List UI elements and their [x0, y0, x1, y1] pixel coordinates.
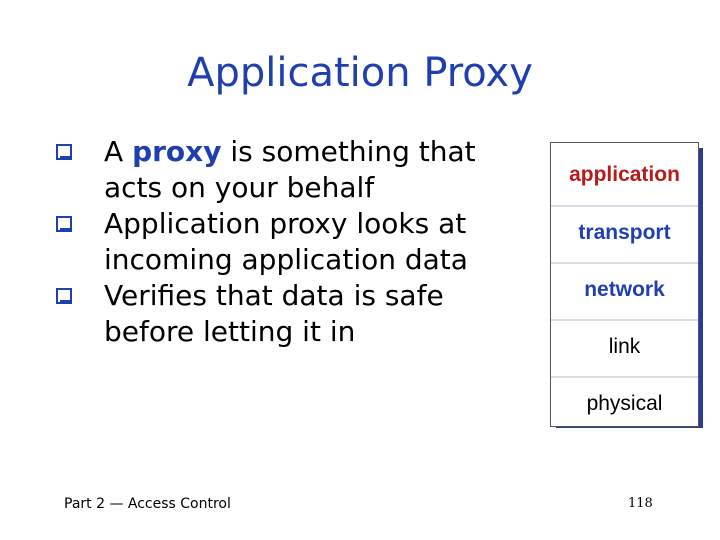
bullet-text: Application proxy looks at incoming application data [104, 207, 468, 276]
bullet-text: Verifies that data is safe before letting it in [104, 279, 444, 348]
checkbox-bullet-icon [56, 288, 72, 304]
bullet-item [56, 134, 516, 206]
layer-transport: transport [578, 221, 671, 244]
bullet-item [56, 206, 516, 278]
footer-text: Part 2 — Access Control [64, 496, 231, 512]
bullet-list [56, 134, 516, 350]
slide-title: Application Proxy [187, 50, 533, 96]
layer-physical: physical [586, 392, 663, 415]
layer-network: network [584, 278, 665, 301]
bullet-prefix: A [104, 135, 133, 168]
checkbox-bullet-icon [56, 216, 72, 232]
bullet-text: is something that acts on your behalf [104, 135, 476, 204]
layer-link: link [608, 335, 641, 358]
bullet-item [56, 278, 516, 350]
page-number: 118 [628, 496, 653, 511]
proxy-term: proxy [132, 135, 222, 168]
protocol-stack [550, 142, 699, 427]
layer-application: application [569, 163, 680, 186]
checkbox-bullet-icon [56, 144, 72, 160]
